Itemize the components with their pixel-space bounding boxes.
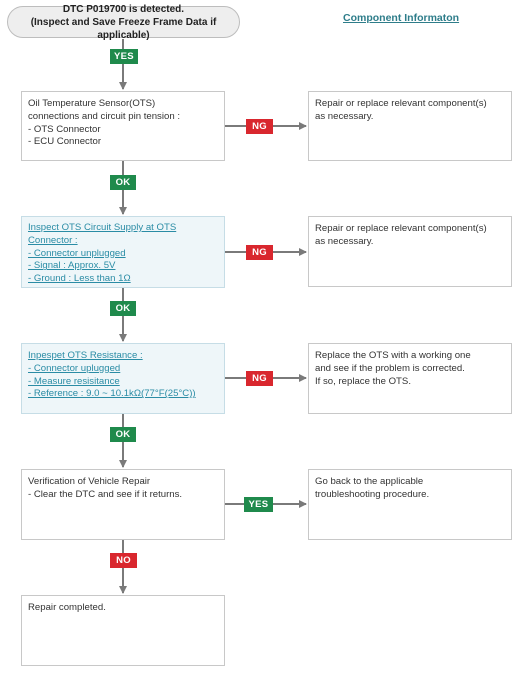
badge-ok: OK bbox=[110, 427, 136, 442]
step-link[interactable]: - Connector unplugged bbox=[28, 247, 126, 259]
badge-ng: NG bbox=[246, 245, 273, 260]
result-text: If so, replace the OTS. bbox=[315, 375, 411, 387]
step-inspect-ots-circuit-supply bbox=[21, 216, 225, 288]
step-verification-of-vehicle-repair bbox=[21, 469, 225, 540]
step-link[interactable]: Connector : bbox=[28, 234, 78, 246]
step-link[interactable]: Inpespet OTS Resistance : bbox=[28, 350, 143, 361]
result-go-back-troubleshooting bbox=[308, 469, 512, 540]
result-text: Repair or replace relevant component(s) bbox=[315, 98, 487, 109]
step-link[interactable]: Inspect OTS Circuit Supply at OTS bbox=[28, 222, 177, 233]
start-line-1: DTC P019700 is detected. bbox=[62, 3, 185, 15]
badge-ok: OK bbox=[110, 175, 136, 190]
step-text: - Clear the DTC and see if it returns. bbox=[28, 488, 183, 500]
result-text: as necessary. bbox=[315, 110, 374, 122]
step-link[interactable]: - Connector uplugged bbox=[28, 362, 121, 374]
badge-ng: NG bbox=[246, 119, 273, 134]
step-text: Repair completed. bbox=[28, 602, 106, 613]
start-line-2: (Inspect and Save Freeze Frame Data if applicable) bbox=[30, 16, 217, 41]
step-link[interactable]: - Reference : 9.0 ~ 10.1kΩ(77°F(25°C)) bbox=[28, 388, 196, 400]
step-link[interactable]: - Ground : Less than 1Ω bbox=[28, 273, 131, 285]
step-text: connections and circuit pin tension : bbox=[28, 110, 180, 122]
result-text: as necessary. bbox=[315, 235, 374, 247]
badge-yes: YES bbox=[244, 497, 273, 512]
step-inspect-ots-resistance bbox=[21, 343, 225, 414]
result-text: troubleshooting procedure. bbox=[315, 488, 430, 500]
step-ots-connections bbox=[21, 91, 225, 161]
start-node bbox=[7, 3, 240, 41]
result-repair-or-replace bbox=[308, 91, 512, 161]
step-link[interactable]: - Measure resisitance bbox=[28, 375, 120, 387]
badge-yes: YES bbox=[110, 49, 138, 64]
badge-ng: NG bbox=[246, 371, 273, 386]
result-text: Go back to the applicable bbox=[315, 476, 424, 487]
step-link[interactable]: - Signal : Approx. 5V bbox=[28, 260, 116, 272]
result-replace-ots bbox=[308, 343, 512, 414]
component-information-link[interactable]: Component Informaton bbox=[343, 12, 460, 24]
badge-no: NO bbox=[110, 553, 137, 568]
result-repair-or-replace bbox=[308, 216, 512, 287]
result-text: Repair or replace relevant component(s) bbox=[315, 223, 487, 234]
result-text: and see if the problem is corrected. bbox=[315, 362, 465, 374]
result-text: Replace the OTS with a working one bbox=[315, 350, 471, 361]
step-text: - ECU Connector bbox=[28, 136, 102, 148]
badge-ok: OK bbox=[110, 301, 136, 316]
step-text: Oil Temperature Sensor(OTS) bbox=[28, 98, 156, 109]
step-repair-completed bbox=[21, 595, 225, 666]
step-text: Verification of Vehicle Repair bbox=[28, 476, 151, 487]
step-text: - OTS Connector bbox=[28, 123, 101, 135]
